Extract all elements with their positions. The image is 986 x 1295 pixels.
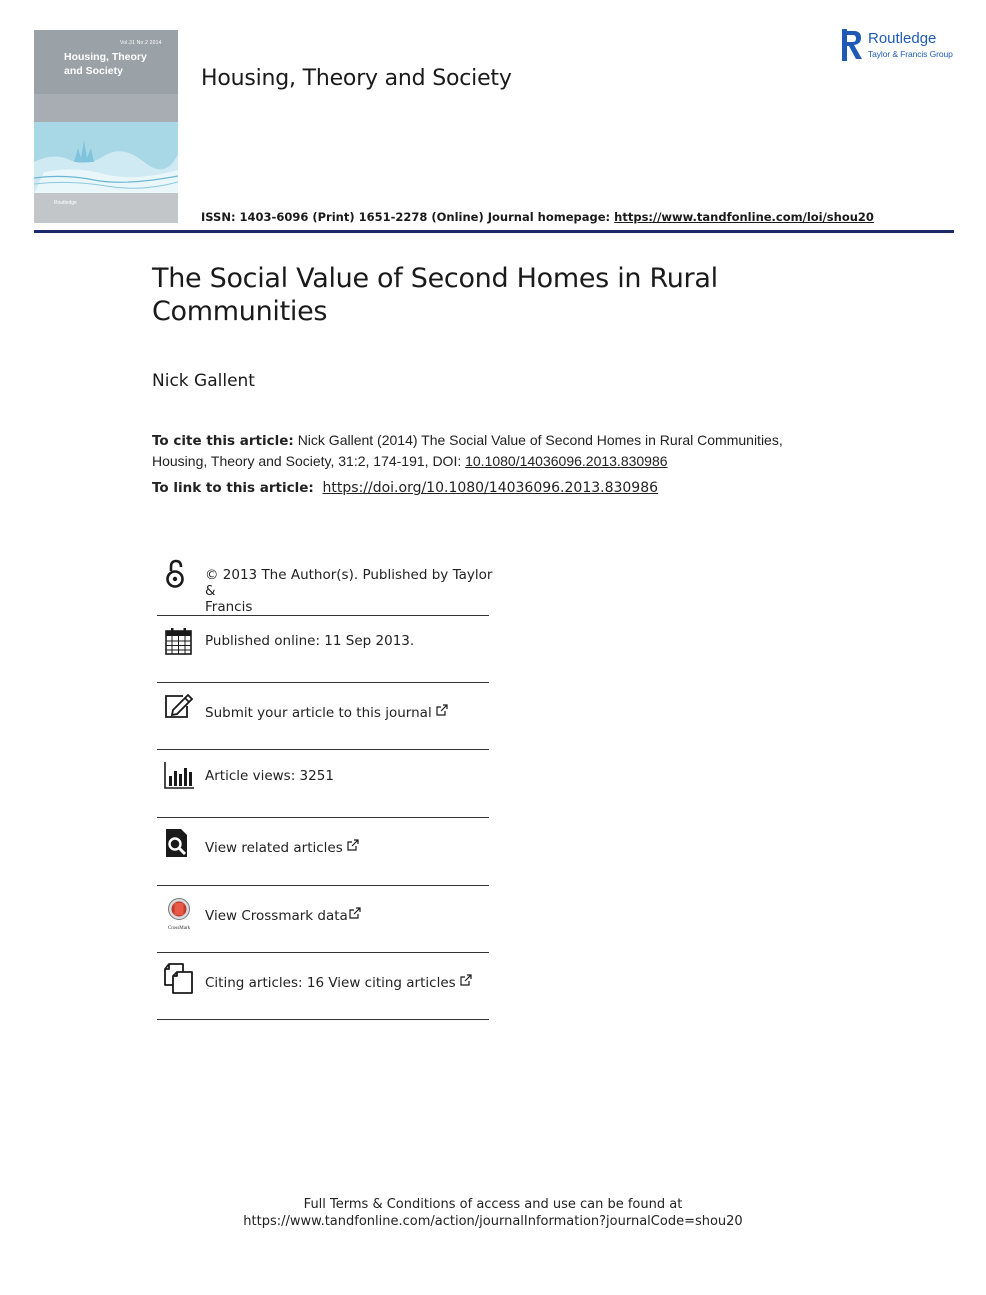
cover-title <box>64 50 174 78</box>
citing-articles-icon <box>163 963 195 995</box>
copyright-line: © 2013 The Author(s). Published by Taylor & <box>205 567 493 599</box>
cover-footer-band <box>34 193 178 223</box>
list-item[interactable] <box>157 886 489 953</box>
terms-text: Full Terms & Conditions of access and use can be found at <box>303 1197 683 1212</box>
header-divider <box>34 230 954 233</box>
submit-article-link[interactable] <box>205 704 495 721</box>
article-views-text: Article views: 3251 <box>205 768 334 784</box>
journal-homepage-link[interactable]: https://www.tandfonline.com/loi/shou20 <box>614 210 874 224</box>
related-articles-link[interactable] <box>205 839 495 856</box>
submit-article-label[interactable]: Submit your article to this journal <box>205 705 432 721</box>
related-articles-label[interactable]: View related articles <box>205 840 343 856</box>
bar-chart-icon <box>163 760 195 792</box>
external-link-icon <box>347 839 359 851</box>
article-title-line: The Social Value of Second Homes in Rural <box>152 263 718 294</box>
crossmark-caption: CrossMark <box>167 926 191 931</box>
crossmark-badge-icon <box>163 898 195 922</box>
crossmark-label[interactable]: View Crossmark data <box>205 908 348 924</box>
journal-cover-image <box>34 30 178 223</box>
article-link-line <box>152 480 658 496</box>
cite-label: To cite this article: <box>152 433 294 449</box>
issn-line <box>201 210 874 224</box>
cite-text: Housing, Theory and Society, 31:2, 174-191, DOI: <box>152 453 466 469</box>
article-author: Nick Gallent <box>152 371 255 391</box>
routledge-logo <box>842 29 962 63</box>
cover-publisher-logo: Routledge <box>54 200 77 206</box>
crossmark-link[interactable] <box>205 907 495 924</box>
external-link-icon <box>436 704 448 716</box>
citing-articles-link[interactable] <box>205 974 495 991</box>
list-item <box>157 550 493 616</box>
external-link-icon <box>349 907 361 919</box>
cite-text: Nick Gallent (2014) The Social Value of Second Homes in Rural Communities, <box>297 432 783 448</box>
doi-link[interactable]: 10.1080/14036096.2013.830986 <box>465 453 668 469</box>
cover-title-line: and Society <box>64 65 123 77</box>
list-item[interactable] <box>157 953 489 1020</box>
routledge-r-icon <box>842 29 864 61</box>
list-item[interactable] <box>157 818 489 886</box>
list-item <box>157 750 489 818</box>
list-item[interactable] <box>157 683 489 750</box>
copyright-text <box>205 567 495 615</box>
open-access-icon <box>163 558 195 590</box>
publisher-name: Routledge <box>868 30 937 47</box>
edit-icon <box>163 692 195 724</box>
publisher-subtitle: Taylor & Francis Group <box>868 49 953 59</box>
article-title-line: Communities <box>152 296 328 327</box>
citing-articles-label[interactable]: Citing articles: 16 View citing articles <box>205 975 456 991</box>
terms-footer <box>0 1196 986 1230</box>
link-label: To link to this article: <box>152 480 319 496</box>
cover-title-line: Housing, Theory <box>64 51 147 63</box>
external-link-icon <box>460 974 472 986</box>
article-info-list <box>157 550 493 1020</box>
terms-url[interactable]: https://www.tandfonline.com/action/journalInformation?journalCode=shou20 <box>243 1214 743 1229</box>
search-document-icon <box>163 828 195 860</box>
calendar-icon <box>163 626 195 658</box>
citation-block <box>152 430 912 471</box>
crossmark-icon <box>163 898 195 930</box>
published-date-text: Published online: 11 Sep 2013. <box>205 633 415 649</box>
article-title <box>152 262 852 328</box>
article-doi-url-link[interactable]: https://doi.org/10.1080/14036096.2013.830986 <box>322 480 659 496</box>
copyright-line: Francis <box>205 599 253 615</box>
list-item <box>157 616 489 683</box>
issn-text: ISSN: 1403-6096 (Print) 1651-2278 (Online) Journal homepage: <box>201 210 615 224</box>
cover-volume-line: Vol.31 No.2 2014 <box>120 40 162 46</box>
journal-title: Housing, Theory and Society <box>201 66 512 91</box>
